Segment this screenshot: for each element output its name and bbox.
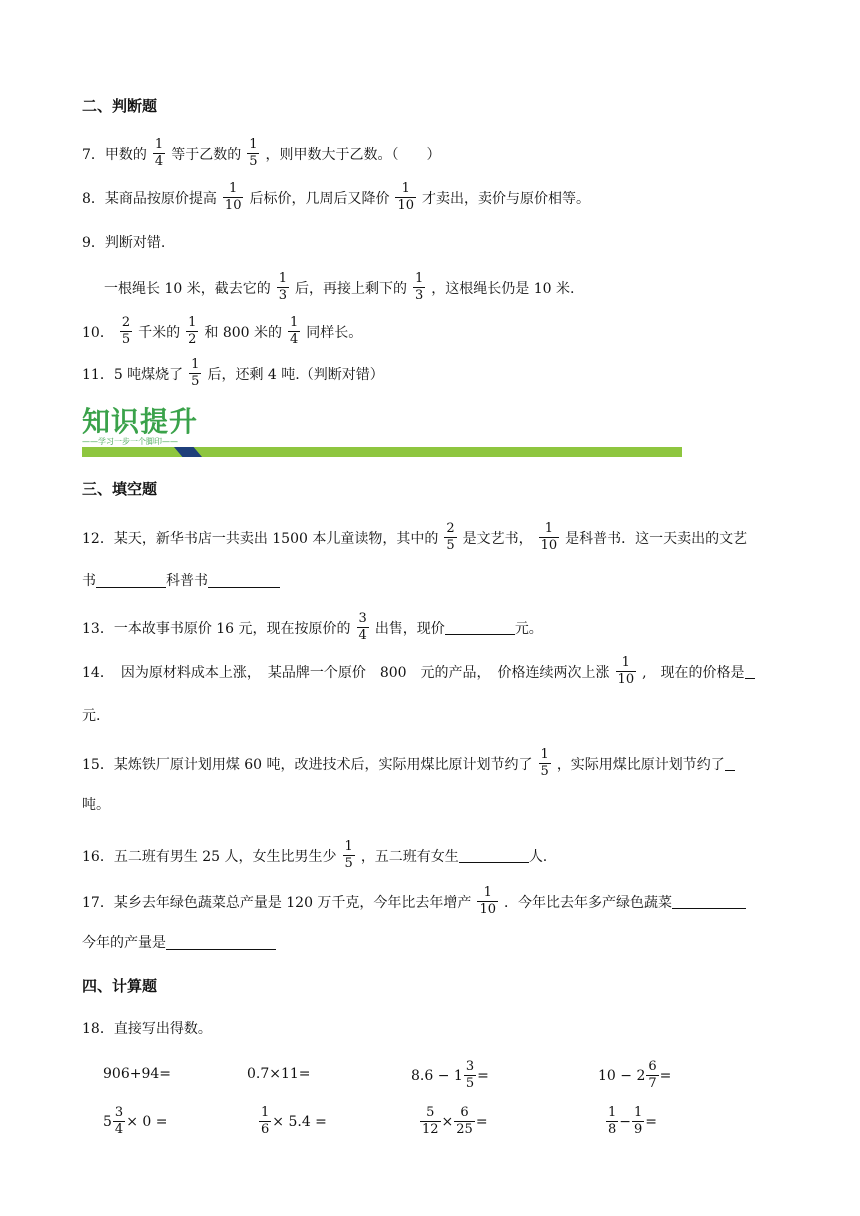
fraction: $\frac{2}{5}$: [446, 521, 455, 553]
fraction: $\frac{1}{5}$: [191, 357, 200, 389]
fraction: $\frac{1}{3}$: [278, 271, 287, 303]
q8-text-a: 8．某商品按原价提高: [82, 190, 217, 207]
answer-blank[interactable]: [459, 848, 529, 863]
fraction: $\frac{1}{10}$: [540, 521, 558, 553]
answer-blank[interactable]: [166, 935, 276, 950]
fraction: $\frac{1}{10}$: [397, 181, 415, 213]
banner-subtitle: ——学习一步一个脚印——: [82, 437, 178, 446]
q12-text-b: 是文艺书，: [462, 530, 533, 547]
question-9-body: [104, 272, 574, 303]
q16-text-b: ，五二班有女生: [360, 848, 459, 865]
answer-blank[interactable]: [445, 620, 515, 635]
expr-1: 906+94=: [103, 1066, 171, 1082]
q13-text-c: 元。: [514, 620, 543, 637]
question-12: [82, 522, 747, 553]
expr-4: 10 − 2 $\frac{6}{7}$ =: [598, 1059, 672, 1091]
fraction: $\frac{1}{2}$: [188, 315, 197, 347]
question-16: [82, 840, 547, 871]
question-15: [82, 748, 735, 779]
expr-8: $\frac{1}{8}$ − $\frac{1}{9}$ =: [608, 1105, 658, 1137]
fraction: $\frac{3}{4}$: [114, 1105, 124, 1137]
q14-text-l2: 元.: [82, 708, 101, 724]
question-14-line2: [82, 705, 100, 725]
knowledge-banner: [82, 400, 682, 458]
fraction: $\frac{6}{7}$: [648, 1059, 657, 1091]
q10-text-c: 和 800 米的: [204, 324, 283, 341]
q9-text-l2b: 后，再接上剩下的: [295, 280, 407, 297]
fraction: $\frac{1}{10}$: [479, 885, 496, 917]
question-17-line2: [82, 932, 276, 952]
question-7: [82, 138, 440, 169]
q15-text-a: 15．某炼铁厂原计划用煤 60 吨，改进技术后，实际用煤比原计划节约了: [82, 756, 533, 773]
fraction: $\frac{5}{12}$: [422, 1105, 439, 1137]
fraction: $\frac{1}{3}$: [415, 271, 424, 303]
expr-6: $\frac{1}{6}$ × 5.4 =: [261, 1105, 327, 1137]
q8-text-b: 后标价，几周后又降价: [249, 190, 390, 207]
question-17: [82, 886, 746, 917]
answer-blank[interactable]: [725, 756, 735, 771]
q13-text-b: 出售，现价: [374, 620, 445, 637]
fraction: $\frac{3}{4}$: [358, 611, 367, 643]
question-18: [82, 1018, 212, 1038]
fraction: $\frac{1}{8}$: [608, 1105, 617, 1137]
answer-blank[interactable]: [672, 894, 746, 909]
answer-blank[interactable]: [208, 573, 280, 588]
q7-text-b: 等于乙数的: [171, 146, 242, 163]
banner-title: 知识提升: [82, 405, 199, 438]
question-11: [82, 358, 384, 389]
q14-text-a: 14． 因为原材料成本上涨， 某品牌一个原价 800 元的产品， 价格连续两次上涨: [82, 664, 610, 681]
question-15-line2: [82, 794, 110, 814]
q7-text-a: 7．甲数的: [82, 146, 147, 163]
expr-7: $\frac{5}{12}$ × $\frac{6}{25}$ =: [422, 1105, 488, 1137]
q9-text-l2c: ，这根绳长仍是 10 米.: [431, 280, 575, 297]
q8-text-c: 才卖出，卖价与原价相等。: [422, 190, 591, 207]
q17-text-l2: 今年的产量是: [82, 935, 166, 951]
fraction: $\frac{1}{10}$: [224, 181, 242, 213]
q11-text-b: 后，还剩 4 吨.（判断对错）: [207, 366, 384, 383]
expr-3: 8.6 − 1 $\frac{3}{5}$ =: [411, 1059, 489, 1091]
q11-text-a: 11．5 吨煤烧了: [82, 366, 184, 383]
section-title-calculation: 四、计算题: [82, 977, 158, 995]
q14-text-b: , 现在的价格是: [642, 664, 745, 681]
fraction: $\frac{1}{4}$: [290, 315, 299, 347]
fraction: $\frac{1}{4}$: [154, 137, 164, 169]
q12-text-c: 是科普书．这一天卖出的文艺: [565, 530, 748, 547]
q15-text-l2: 吨。: [82, 797, 110, 813]
question-13: [82, 612, 543, 643]
q10-text-b: 千米的: [138, 324, 181, 341]
fraction: $\frac{1}{5}$: [540, 747, 549, 779]
question-14: [82, 656, 755, 687]
q9-text-l2a: 一根绳长 10 米，截去它的: [104, 280, 271, 297]
question-10: [82, 316, 362, 347]
answer-blank[interactable]: [96, 573, 166, 588]
q16-text-a: 16．五二班有男生 25 人，女生比男生少: [82, 848, 337, 865]
expr-5: 5 $\frac{3}{4}$ × 0 =: [103, 1105, 168, 1137]
q17-text-a: 17．某乡去年绿色蔬菜总产量是 120 万千克，今年比去年增产: [82, 894, 472, 911]
expr-2: 0.7×11=: [247, 1066, 311, 1082]
fraction: $\frac{1}{5}$: [344, 839, 353, 871]
fraction: $\frac{1}{5}$: [249, 137, 258, 169]
fraction: $\frac{1}{6}$: [261, 1105, 270, 1137]
fraction: $\frac{1}{10}$: [617, 655, 635, 687]
q15-text-b: ，实际用煤比原计划节约了: [556, 756, 725, 773]
q12-text-l2b: 科普书: [166, 573, 208, 589]
question-12-line2: [82, 570, 280, 590]
section-title-judgement: 二、判断题: [82, 97, 158, 115]
q16-text-c: 人.: [528, 848, 548, 865]
q12-text-l2a: 书: [82, 573, 96, 589]
section-title-fill-blank: 三、填空题: [82, 480, 158, 498]
q12-text-a: 12．某天，新华书店一共卖出 1500 本儿童读物，其中的: [82, 530, 439, 547]
answer-blank[interactable]: [745, 664, 755, 679]
question-8: [82, 182, 590, 213]
fraction: $\frac{1}{9}$: [634, 1105, 643, 1137]
q9-text-a: 9．判断对错.: [82, 235, 166, 251]
q10-text-a: 10．: [82, 324, 114, 341]
q17-text-b: ．今年比去年多产绿色蔬菜: [503, 894, 672, 911]
q18-text-a: 18．直接写出得数。: [82, 1021, 212, 1037]
banner-bar: [82, 447, 682, 457]
fraction: $\frac{2}{5}$: [121, 315, 131, 347]
question-9: [82, 232, 165, 252]
fraction: $\frac{6}{25}$: [456, 1105, 473, 1137]
q7-text-c: ，则甲数大于乙数。（ ）: [265, 146, 441, 163]
q13-text-a: 13．一本故事书原价 16 元，现在按原价的: [82, 620, 351, 637]
q10-text-d: 同样长。: [306, 324, 363, 341]
fraction: $\frac{3}{5}$: [465, 1059, 475, 1091]
